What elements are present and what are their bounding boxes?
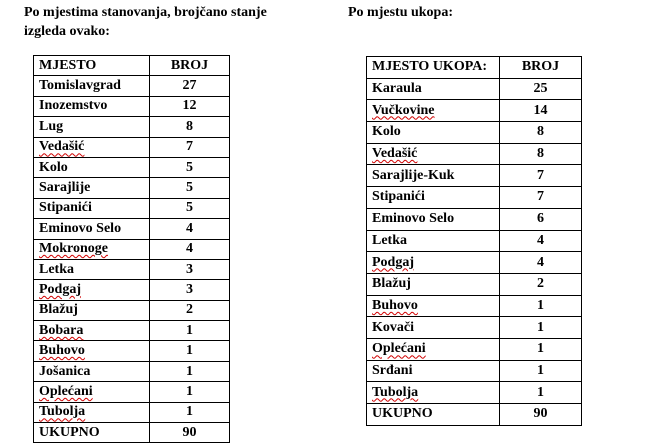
count-cell: 6 <box>500 208 582 230</box>
count-cell: 8 <box>150 117 230 137</box>
total-count-cell: 90 <box>500 404 582 426</box>
count-cell: 1 <box>500 295 582 317</box>
count-cell: 5 <box>150 178 230 198</box>
table-row <box>367 208 582 230</box>
spellcheck-marked-text: Vedašić <box>39 139 85 155</box>
count-cell: 14 <box>500 100 582 122</box>
table-total-row <box>367 404 582 426</box>
count-cell: 4 <box>150 219 230 239</box>
table-header-row <box>34 56 230 76</box>
place-cell <box>34 280 150 300</box>
place-cell: Jošanica <box>34 361 150 381</box>
place-cell <box>34 321 150 341</box>
table-row <box>34 300 230 320</box>
place-cell <box>34 341 150 361</box>
place-cell: Karaula <box>367 78 500 100</box>
table-row <box>34 239 230 259</box>
place-cell <box>34 239 150 259</box>
table-row <box>367 273 582 295</box>
count-cell: 25 <box>500 78 582 100</box>
table-row <box>367 317 582 339</box>
table-row <box>34 382 230 402</box>
count-cell: 12 <box>150 96 230 116</box>
count-cell: 1 <box>150 321 230 341</box>
place-cell <box>367 252 500 274</box>
count-cell: 3 <box>150 280 230 300</box>
table-row <box>367 252 582 274</box>
count-cell: 7 <box>500 165 582 187</box>
table-row <box>34 280 230 300</box>
place-cell: Letka <box>34 259 150 279</box>
table-row <box>34 178 230 198</box>
spellcheck-marked-text: Podgaj <box>372 254 414 270</box>
table-row <box>34 76 230 96</box>
place-cell: Letka <box>367 230 500 252</box>
place-cell: Inozemstvo <box>34 96 150 116</box>
table-header-row <box>367 57 582 79</box>
table-row <box>367 382 582 404</box>
spellcheck-marked-text: Oplećani <box>39 383 93 399</box>
table-row <box>34 259 230 279</box>
place-cell <box>34 382 150 402</box>
place-cell: Blažuj <box>34 300 150 320</box>
spellcheck-marked-text: Tubolja <box>39 404 86 420</box>
table-row <box>34 219 230 239</box>
spellcheck-marked-text: Podgaj <box>39 281 81 297</box>
place-cell <box>367 295 500 317</box>
table-row <box>34 198 230 218</box>
place-cell: Sarajlije <box>34 178 150 198</box>
table-row <box>34 341 230 361</box>
spellcheck-marked-text: Oplećani <box>372 341 426 357</box>
place-cell <box>367 100 500 122</box>
place-cell <box>367 143 500 165</box>
place-cell: Kovači <box>367 317 500 339</box>
place-cell: Eminovo Selo <box>34 219 150 239</box>
spellcheck-marked-text: Tubolja <box>372 384 419 400</box>
intro-text-residence: Po mjestima stanovanja, brojčano stanje izgleda ovako: <box>24 5 267 39</box>
place-cell: Srđani <box>367 360 500 382</box>
spellcheck-marked-text: Mokronoge <box>39 241 108 257</box>
column-header-place: MJESTO <box>34 56 150 76</box>
count-cell: 7 <box>150 137 230 157</box>
table-row <box>367 165 582 187</box>
count-cell: 4 <box>500 252 582 274</box>
count-cell: 1 <box>500 360 582 382</box>
count-cell: 1 <box>500 317 582 339</box>
spellcheck-marked-text: Buhovo <box>39 343 85 359</box>
column-header-burial-place: MJESTO UKOPA: <box>367 57 500 79</box>
count-cell: 27 <box>150 76 230 96</box>
spellcheck-marked-text: Vedašić <box>372 146 418 162</box>
table-row <box>34 402 230 422</box>
table-row <box>34 321 230 341</box>
place-cell <box>34 137 150 157</box>
place-cell <box>367 382 500 404</box>
count-cell: 1 <box>500 382 582 404</box>
place-cell: Kolo <box>34 157 150 177</box>
count-cell: 1 <box>150 341 230 361</box>
column-header-count: BROJ <box>500 57 582 79</box>
total-count-cell: 90 <box>150 423 230 443</box>
table-row <box>367 295 582 317</box>
table-row <box>34 361 230 381</box>
count-cell: 8 <box>500 143 582 165</box>
place-cell: Stipanići <box>34 198 150 218</box>
place-cell <box>34 402 150 422</box>
place-cell: Tomislavgrad <box>34 76 150 96</box>
place-cell: Lug <box>34 117 150 137</box>
count-cell: 2 <box>150 300 230 320</box>
count-cell: 2 <box>500 273 582 295</box>
place-cell: Kolo <box>367 122 500 144</box>
count-cell: 3 <box>150 259 230 279</box>
count-cell: 4 <box>500 230 582 252</box>
count-cell: 1 <box>150 382 230 402</box>
spellcheck-marked-text: Vučkovine <box>372 102 435 118</box>
table-row <box>367 100 582 122</box>
total-label-cell: UKUPNO <box>34 423 150 443</box>
spellcheck-marked-text: Bobara <box>39 322 84 338</box>
table-row <box>34 96 230 116</box>
place-cell: Sarajlije-Kuk <box>367 165 500 187</box>
burial-place-count-table <box>366 56 582 426</box>
spellcheck-marked-text: Buhovo <box>372 297 418 313</box>
count-cell: 5 <box>150 198 230 218</box>
table-row <box>367 122 582 144</box>
table-row <box>367 187 582 209</box>
count-cell: 8 <box>500 122 582 144</box>
table-total-row <box>34 423 230 443</box>
count-cell: 5 <box>150 157 230 177</box>
place-cell: Stipanići <box>367 187 500 209</box>
count-cell: 1 <box>500 338 582 360</box>
table-row <box>367 230 582 252</box>
place-cell: Blažuj <box>367 273 500 295</box>
count-cell: 1 <box>150 402 230 422</box>
table-row <box>34 157 230 177</box>
column-header-count: BROJ <box>150 56 230 76</box>
table-row <box>34 117 230 137</box>
table-row <box>367 143 582 165</box>
residence-count-table <box>33 55 230 443</box>
table-row <box>367 338 582 360</box>
total-label-cell: UKUPNO <box>367 404 500 426</box>
table-row <box>367 78 582 100</box>
table-row <box>34 137 230 157</box>
table-row <box>367 360 582 382</box>
count-cell: 4 <box>150 239 230 259</box>
place-cell: Eminovo Selo <box>367 208 500 230</box>
count-cell: 1 <box>150 361 230 381</box>
count-cell: 7 <box>500 187 582 209</box>
intro-text-burial: Po mjestu ukopa: <box>348 5 454 20</box>
place-cell <box>367 338 500 360</box>
